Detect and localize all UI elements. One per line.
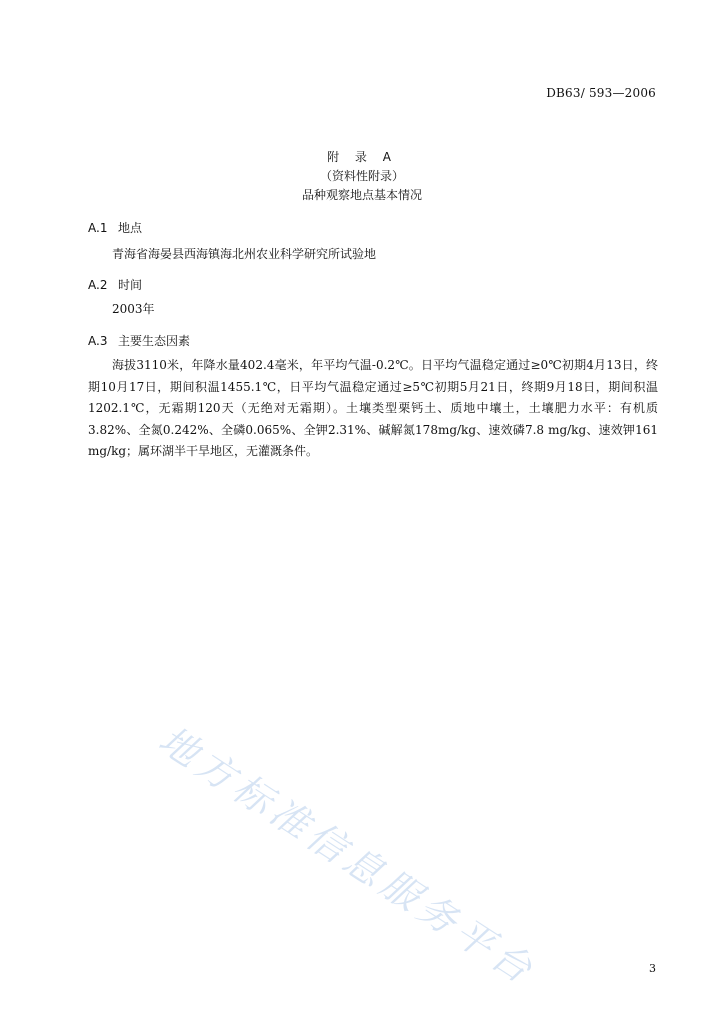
document-number: DB63/ 593—2006 [546, 86, 656, 100]
section-heading-a1 [88, 219, 142, 236]
section-number: A.2 [88, 278, 108, 292]
annex-label: 附 录 A [327, 150, 397, 164]
section-body-a3: 海拔3110米，年降水量402.4毫米，年平均气温-0.2℃。日平均气温稳定通过≥0℃初期4月13日，终期10月17日，期间积温1455.1℃，日平均气温稳定通过≥5℃初期5月21日，终期9月18日，期间积温1202.1℃，无霜期120天（无绝对无霜期）。土壤类型栗钙土、质地中壤土，土壤肥力水平：有机质3.82%、全氮0.242%、全磷0.065%、全钾2.31%、碱解氮178mg/kg、速效磷7.8 mg/kg、速效钾161 mg/kg；属环湖半干旱地区，无灌溉条件。 [88, 358, 658, 458]
section-number: A.1 [88, 221, 108, 235]
section-title: 地点 [118, 221, 143, 235]
section-number: A.3 [88, 334, 108, 348]
section-title: 主要生态因素 [118, 334, 191, 348]
watermark-text: 地方标准信息服务平台 [151, 717, 545, 995]
annex-nature: （资料性附录） [319, 169, 404, 183]
section-body-a1: 青海省海晏县西海镇海北州农业科学研究所试验地 [112, 247, 377, 261]
page-number: 3 [649, 962, 656, 975]
section-body-a2: 2003年 [112, 302, 155, 316]
section-heading-a2 [88, 276, 142, 293]
annex-title-block [0, 148, 724, 205]
section-title: 时间 [118, 278, 143, 292]
annex-name: 品种观察地点基本情况 [301, 188, 422, 202]
section-heading-a3 [88, 332, 190, 349]
